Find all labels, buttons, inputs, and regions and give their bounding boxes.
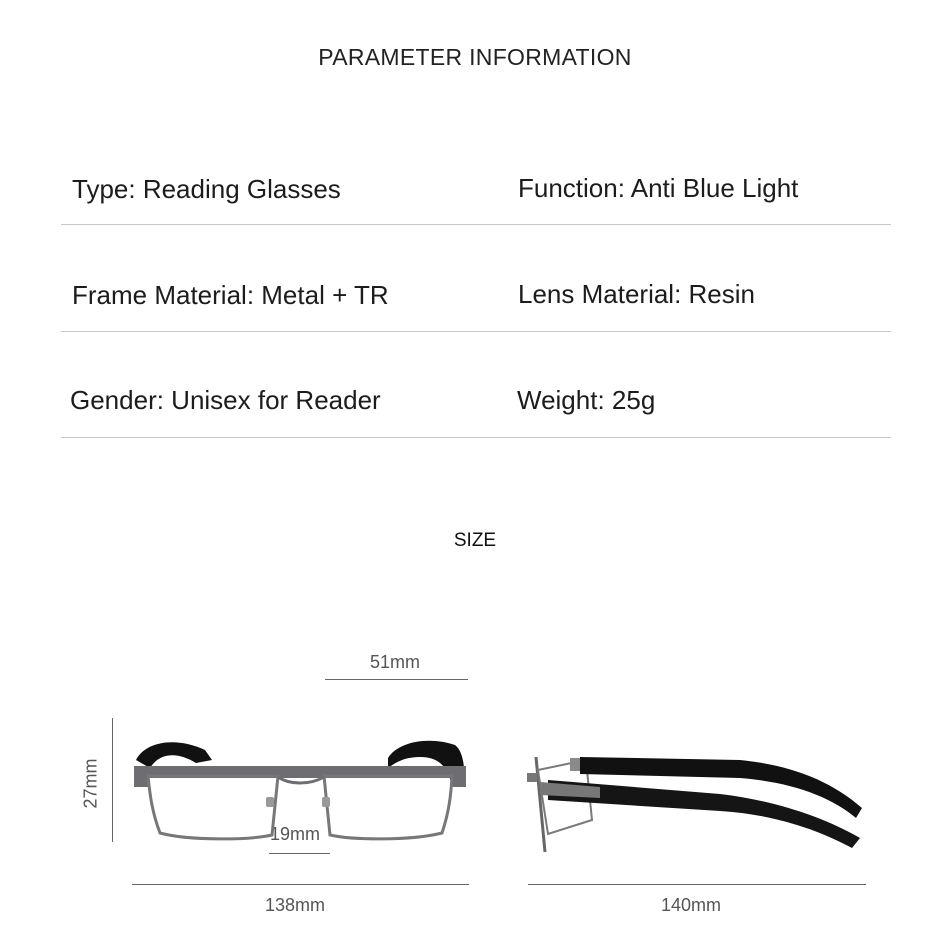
lens-height-label: 27mm bbox=[80, 758, 101, 809]
frame-width-label: 138mm bbox=[265, 895, 326, 915]
param-weight: Weight: 25g bbox=[517, 385, 656, 415]
param-function: Function: Anti Blue Light bbox=[518, 173, 799, 203]
param-gender: Gender: Unisex for Reader bbox=[70, 385, 381, 415]
size-title: SIZE bbox=[453, 530, 497, 551]
parameter-title: PARAMETER INFORMATION bbox=[318, 44, 632, 70]
lens-width-label: 51mm bbox=[370, 652, 421, 672]
bridge-label: 19mm bbox=[270, 824, 321, 844]
param-lens-material: Lens Material: Resin bbox=[518, 279, 755, 309]
param-frame-material: Frame Material: Metal + TR bbox=[72, 280, 389, 310]
param-type: Type: Reading Glasses bbox=[72, 174, 341, 204]
temple-length-label: 140mm bbox=[661, 895, 722, 915]
